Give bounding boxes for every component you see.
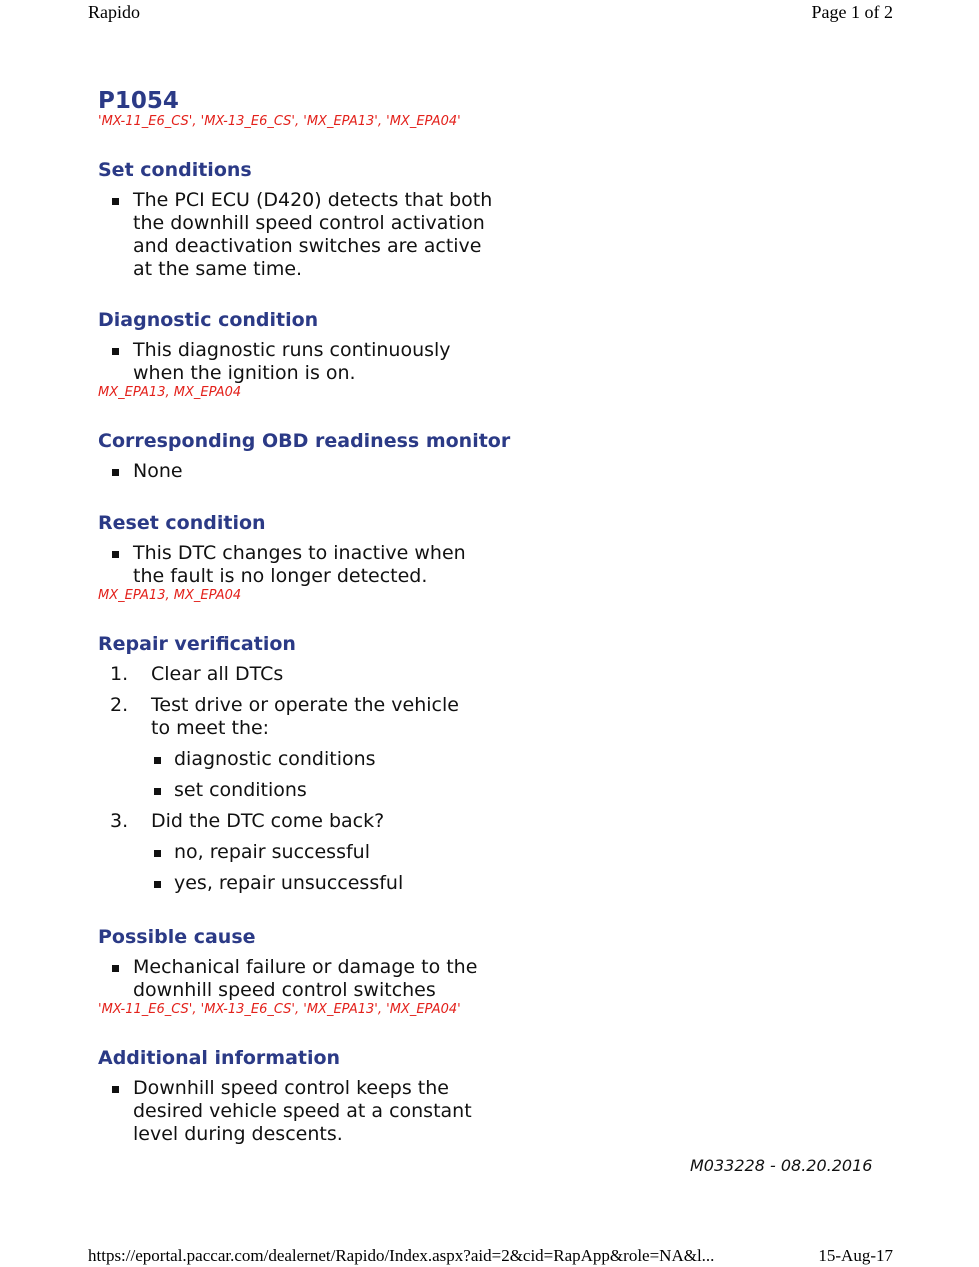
- obd-monitor-list: [98, 460, 898, 483]
- list-item: This diagnostic runs continuously when the ignition is on.: [98, 339, 493, 385]
- list-item: This DTC changes to inactive when the fault is no longer detected.: [98, 542, 493, 588]
- square-bullet-icon: [112, 965, 119, 972]
- step-item: 3. Did the DTC come back? no, repair successful yes, repair unsuccessful: [98, 810, 481, 895]
- square-bullet-icon: [154, 757, 161, 764]
- diagnostic-condition-list: [98, 339, 898, 385]
- sub-list-item: set conditions: [151, 779, 481, 802]
- reset-condition-heading: Reset condition: [98, 512, 266, 534]
- document-body: [98, 88, 898, 1146]
- document-id: M033228 - 08.20.2016: [690, 1156, 873, 1175]
- square-bullet-icon: [112, 469, 119, 476]
- step-number: 3.: [110, 810, 129, 832]
- obd-monitor-heading: Corresponding OBD readiness monitor: [98, 430, 511, 452]
- additional-info-list: [98, 1077, 898, 1146]
- square-bullet-icon: [154, 881, 161, 888]
- sub-list: [151, 748, 481, 802]
- repair-verification-steps: [98, 663, 898, 895]
- set-conditions-heading: Set conditions: [98, 159, 252, 181]
- list-item: Mechanical failure or damage to the downhill speed control switches: [98, 956, 493, 1002]
- square-bullet-icon: [112, 1086, 119, 1093]
- square-bullet-icon: [112, 198, 119, 205]
- print-header-page: Page 1 of 2: [811, 2, 893, 22]
- square-bullet-icon: [112, 348, 119, 355]
- sub-list-item: no, repair successful: [151, 841, 481, 864]
- step-item: 2. Test drive or operate the vehicle to meet the: diagnostic conditions set conditions: [98, 694, 481, 802]
- possible-cause-heading: Possible cause: [98, 926, 256, 948]
- sub-list-item: yes, repair unsuccessful: [151, 872, 481, 895]
- reset-condition-list: [98, 542, 898, 588]
- additional-info-heading: Additional information: [98, 1047, 341, 1069]
- model-tag: MX_EPA13, MX_EPA04: [98, 385, 242, 400]
- repair-verification-heading: Repair verification: [98, 633, 296, 655]
- step-number: 2.: [110, 694, 129, 716]
- list-item: None: [98, 460, 493, 483]
- page-title: P1054: [98, 88, 179, 114]
- list-item: Downhill speed control keeps the desired vehicle speed at a constant level during descents.: [98, 1077, 493, 1146]
- print-footer-date: 15-Aug-17: [818, 1246, 893, 1265]
- square-bullet-icon: [154, 788, 161, 795]
- sub-list: [151, 841, 481, 895]
- print-footer-url: https://eportal.paccar.com/dealernet/Rapido/Index.aspx?aid=2&cid=RapApp&role=NA&l...: [88, 1246, 715, 1265]
- diagnostic-condition-heading: Diagnostic condition: [98, 309, 319, 331]
- set-conditions-list: [98, 189, 898, 281]
- print-header-title: Rapido: [88, 2, 140, 22]
- step-number: 1.: [110, 663, 129, 685]
- square-bullet-icon: [154, 850, 161, 857]
- model-tag: 'MX-11_E6_CS', 'MX-13_E6_CS', 'MX_EPA13', 'MX_EPA04': [98, 1002, 461, 1017]
- list-item: The PCI ECU (D420) detects that both the downhill speed control activation and deactivation switches are active at the same time.: [98, 189, 493, 281]
- model-tag: 'MX-11_E6_CS', 'MX-13_E6_CS', 'MX_EPA13', 'MX_EPA04': [98, 114, 461, 129]
- possible-cause-list: [98, 956, 898, 1002]
- model-tag: MX_EPA13, MX_EPA04: [98, 588, 242, 603]
- step-item: 1. Clear all DTCs: [110, 663, 284, 685]
- square-bullet-icon: [112, 551, 119, 558]
- sub-list-item: diagnostic conditions: [151, 748, 481, 771]
